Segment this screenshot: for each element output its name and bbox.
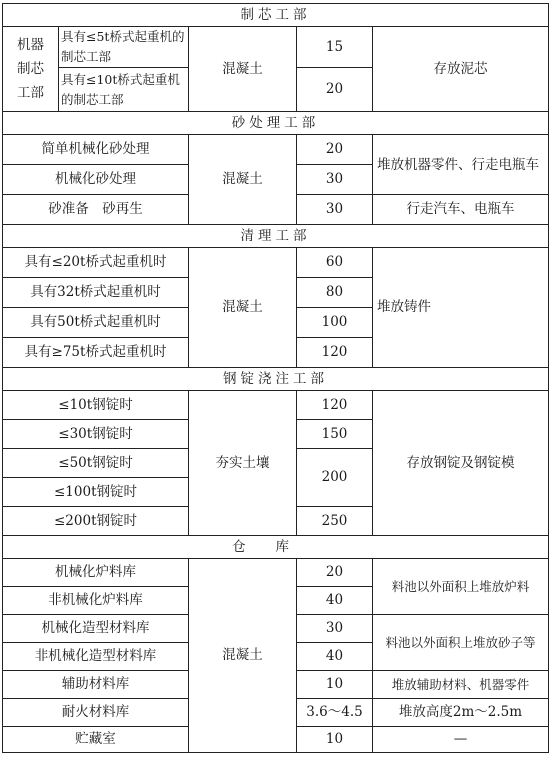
usage-cell: 堆放铸件 — [373, 248, 549, 368]
material-cell: 混凝土 — [189, 559, 297, 753]
load-cell: 20 — [297, 68, 373, 112]
load-cell: 3.6～4.5 — [297, 699, 373, 727]
section-title-sand: 砂处理工部 — [3, 112, 549, 135]
section-title-clean: 清理工部 — [3, 225, 549, 248]
load-cell: 15 — [297, 27, 373, 68]
row-name: 机械化造型材料库 — [3, 615, 189, 643]
row-name: 辅助材料库 — [3, 671, 189, 699]
usage-cell: 堆放高度2m～2.5m — [373, 699, 549, 727]
group-label-machine-core: 机器制芯工部 — [3, 27, 59, 112]
usage-cell: 存放钢锭及钢锭模 — [373, 391, 549, 536]
usage-cell: 料池以外面积上堆放炉料 — [373, 559, 549, 615]
section-header-row — [3, 368, 549, 391]
section-header-row — [3, 4, 549, 27]
row-name: 非机械化炉料库 — [3, 587, 189, 615]
material-cell: 混凝土 — [189, 248, 297, 368]
load-cell: 30 — [297, 195, 373, 225]
row-name: 简单机械化砂处理 — [3, 135, 189, 165]
material-cell: 混凝土 — [189, 27, 297, 112]
table-row — [3, 27, 549, 68]
load-cell: 150 — [297, 420, 373, 449]
row-name: 具有≤20t桥式起重机时 — [3, 248, 189, 278]
section-header-row — [3, 536, 549, 559]
section-title-warehouse: 仓库 — [3, 536, 549, 559]
table-row — [3, 391, 549, 420]
usage-cell: 堆放辅助材料、机器零件 — [373, 671, 549, 699]
row-name: 砂准备 砂再生 — [3, 195, 189, 225]
load-cell: 80 — [297, 278, 373, 308]
row-name: 非机械化造型材料库 — [3, 643, 189, 671]
load-cell: 20 — [297, 559, 373, 587]
section-header-row — [3, 225, 549, 248]
load-cell: 200 — [297, 449, 373, 507]
section-title-core: 制芯工部 — [3, 4, 549, 27]
table-row — [3, 135, 549, 165]
load-cell: 60 — [297, 248, 373, 278]
row-name: ≤30t钢锭时 — [3, 420, 189, 449]
usage-cell: 料池以外面积上堆放砂子等 — [373, 615, 549, 671]
row-name: ≤10t钢锭时 — [3, 391, 189, 420]
row-name: 具有≤10t桥式起重机的制芯工部 — [59, 68, 189, 112]
row-name: ≤50t钢锭时 — [3, 449, 189, 478]
row-name: ≤100t钢锭时 — [3, 478, 189, 507]
row-name: 具有32t桥式起重机时 — [3, 278, 189, 308]
load-cell: 100 — [297, 308, 373, 338]
load-cell: 30 — [297, 615, 373, 643]
material-cell: 混凝土 — [189, 135, 297, 225]
row-name: 机械化砂处理 — [3, 165, 189, 195]
usage-cell: 堆放机器零件、行走电瓶车 — [373, 135, 549, 195]
load-cell: 40 — [297, 643, 373, 671]
row-name: 具有≤5t桥式起重机的制芯工部 — [59, 27, 189, 68]
usage-cell: 行走汽车、电瓶车 — [373, 195, 549, 225]
usage-cell: 存放泥芯 — [373, 27, 549, 112]
table-row — [3, 559, 549, 587]
load-cell: 30 — [297, 165, 373, 195]
row-name: 耐火材料库 — [3, 699, 189, 727]
load-cell: 120 — [297, 391, 373, 420]
material-cell: 夯实土壤 — [189, 391, 297, 536]
load-cell: 120 — [297, 338, 373, 368]
load-cell: 20 — [297, 135, 373, 165]
load-cell: 40 — [297, 587, 373, 615]
table-row — [3, 248, 549, 278]
row-name: 机械化炉料库 — [3, 559, 189, 587]
load-cell: 10 — [297, 671, 373, 699]
row-name: 具有≥75t桥式起重机时 — [3, 338, 189, 368]
row-name: 贮藏室 — [3, 727, 189, 753]
floor-load-table — [2, 3, 549, 753]
load-cell: 250 — [297, 507, 373, 536]
usage-cell: — — [373, 727, 549, 753]
row-name: 具有50t桥式起重机时 — [3, 308, 189, 338]
row-name: ≤200t钢锭时 — [3, 507, 189, 536]
load-cell: 10 — [297, 727, 373, 753]
section-header-row — [3, 112, 549, 135]
section-title-ingot: 钢锭浇注工部 — [3, 368, 549, 391]
